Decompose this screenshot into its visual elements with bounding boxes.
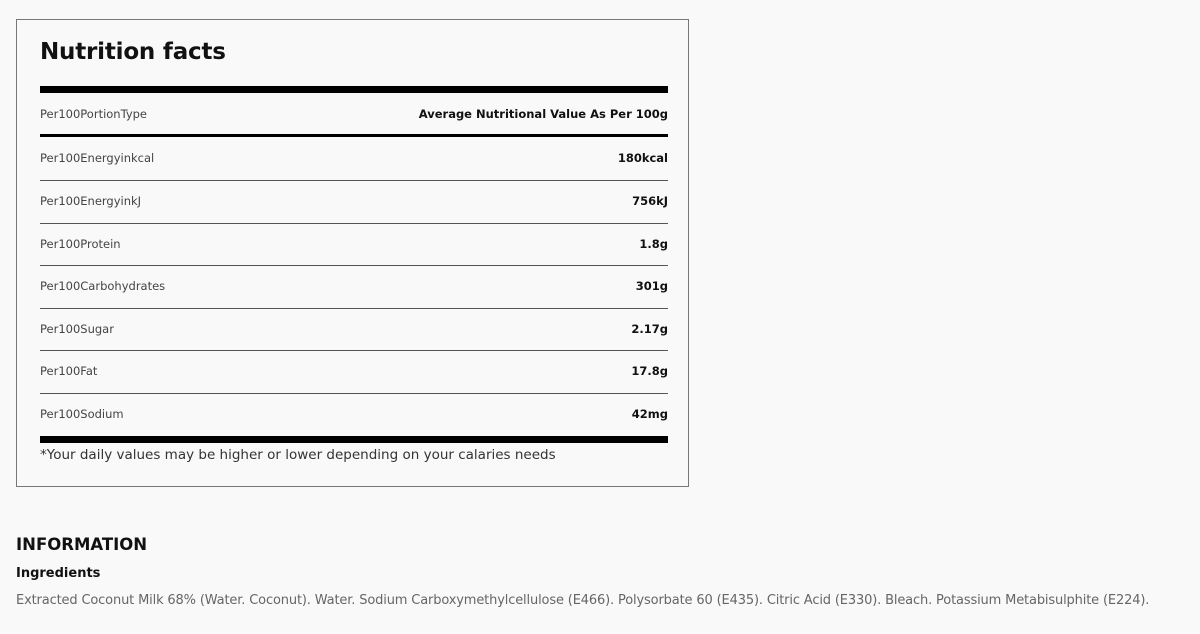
portion-type-label: Per100PortionType <box>40 107 148 121</box>
nutrient-row-carbohydrates <box>40 266 668 306</box>
daily-values-footnote: *Your daily values may be higher or lower depending on your calaries needs <box>40 447 556 463</box>
header-divider <box>40 134 668 137</box>
title-divider <box>40 86 668 93</box>
nutrient-label: Per100Fat <box>40 364 98 378</box>
nutrient-value: 301g <box>635 279 668 293</box>
nutrient-value: 1.8g <box>639 237 668 251</box>
nutrient-row-sodium <box>40 394 668 434</box>
nutrient-label: Per100Sodium <box>40 407 124 421</box>
nutrition-facts-title: Nutrition facts <box>40 39 226 65</box>
ingredients-heading: Ingredients <box>16 566 101 581</box>
information-heading: INFORMATION <box>16 535 148 554</box>
nutrient-label: Per100Energyinkcal <box>40 151 155 165</box>
nutrient-value: 180kcal <box>617 151 668 165</box>
nutrient-value: 42mg <box>631 407 668 421</box>
nutrient-row-energy-kj <box>40 181 668 221</box>
nutrient-label: Per100Sugar <box>40 322 114 336</box>
portion-type-row <box>40 94 668 134</box>
ingredients-text: Extracted Coconut Milk 68% (Water. Coconut). Water. Sodium Carboxymethylcellulose (E466). Polysorbate 60 (E435). Citric Acid (E330). Bleach. Potassium Metabisulphite (E224). <box>16 593 1150 608</box>
table-bottom-divider <box>40 436 668 443</box>
nutrient-value: 756kJ <box>632 194 668 208</box>
nutrient-label: Per100EnergyinkJ <box>40 194 142 208</box>
nutrient-label: Per100Carbohydrates <box>40 279 166 293</box>
nutrient-row-fat <box>40 351 668 391</box>
portion-type-value: Average Nutritional Value As Per 100g <box>418 107 668 121</box>
nutrition-facts-panel <box>16 19 689 487</box>
nutrient-value: 2.17g <box>631 322 668 336</box>
nutrient-row-energy-kcal <box>40 138 668 178</box>
nutrient-row-sugar <box>40 309 668 349</box>
nutrient-value: 17.8g <box>631 364 668 378</box>
nutrient-label: Per100Protein <box>40 237 121 251</box>
nutrient-row-protein <box>40 224 668 264</box>
